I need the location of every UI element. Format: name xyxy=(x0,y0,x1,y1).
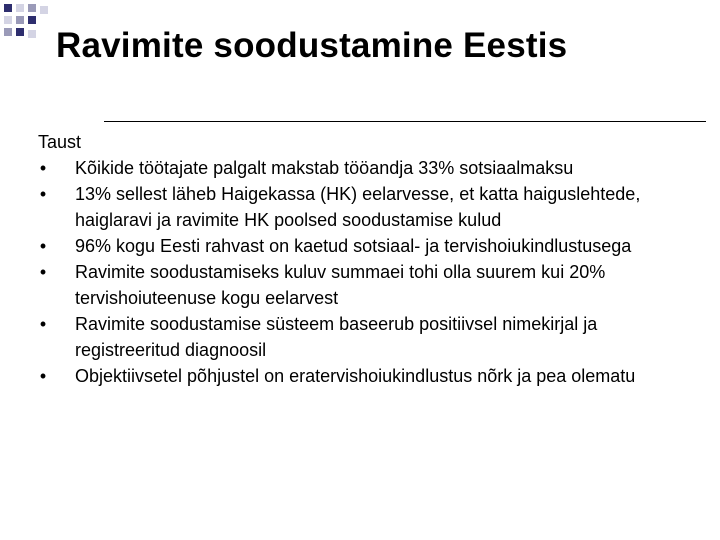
bullet-list xyxy=(38,155,688,389)
slide-title: Ravimite soodustamine Eestis xyxy=(56,26,568,65)
bullet-icon: • xyxy=(39,236,47,256)
slide-body xyxy=(38,129,688,389)
bullet-text: 13% sellest läheb Haigekassa (HK) eelarvesse, et katta haiguslehtede, haiglaravi ja ravimite HK poolsed soodustamise kulud xyxy=(75,184,641,230)
bullet-text: Objektiivsetel põhjustel on eratervishoiukindlustus nõrk ja pea olematu xyxy=(75,366,636,386)
deco-square xyxy=(16,16,24,24)
bullet-item xyxy=(38,155,688,181)
deco-square xyxy=(28,30,36,38)
bullet-icon: • xyxy=(39,366,47,386)
bullet-text: Kõikide töötajate palgalt makstab tööandja 33% sotsiaalmaksu xyxy=(75,158,574,178)
deco-square xyxy=(16,4,24,12)
bullet-item xyxy=(38,181,688,233)
bullet-item xyxy=(38,311,688,363)
bullet-icon: • xyxy=(39,158,47,178)
bullet-icon: • xyxy=(39,184,47,204)
bullet-text: Ravimite soodustamise süsteem baseerub positiivsel nimekirjal ja registreeritud diagnoosil xyxy=(75,314,598,360)
bullet-item xyxy=(38,363,688,389)
title-divider xyxy=(104,121,706,122)
deco-square xyxy=(28,4,36,12)
deco-square xyxy=(4,28,12,36)
bullet-icon: • xyxy=(39,314,47,334)
decorative-squares xyxy=(0,0,60,44)
bullet-item xyxy=(38,259,688,311)
section-heading: Taust xyxy=(38,132,82,152)
bullet-icon: • xyxy=(39,262,47,282)
deco-square xyxy=(4,4,12,12)
deco-square xyxy=(28,16,36,24)
bullet-item xyxy=(38,233,688,259)
deco-square xyxy=(4,16,12,24)
bullet-text: Ravimite soodustamiseks kuluv summaei tohi olla suurem kui 20% tervishoiuteenuse kogu eelarvest xyxy=(75,262,606,308)
deco-square xyxy=(16,28,24,36)
bullet-text: 96% kogu Eesti rahvast on kaetud sotsiaal- ja tervishoiukindlustusega xyxy=(75,236,632,256)
deco-square xyxy=(40,6,48,14)
